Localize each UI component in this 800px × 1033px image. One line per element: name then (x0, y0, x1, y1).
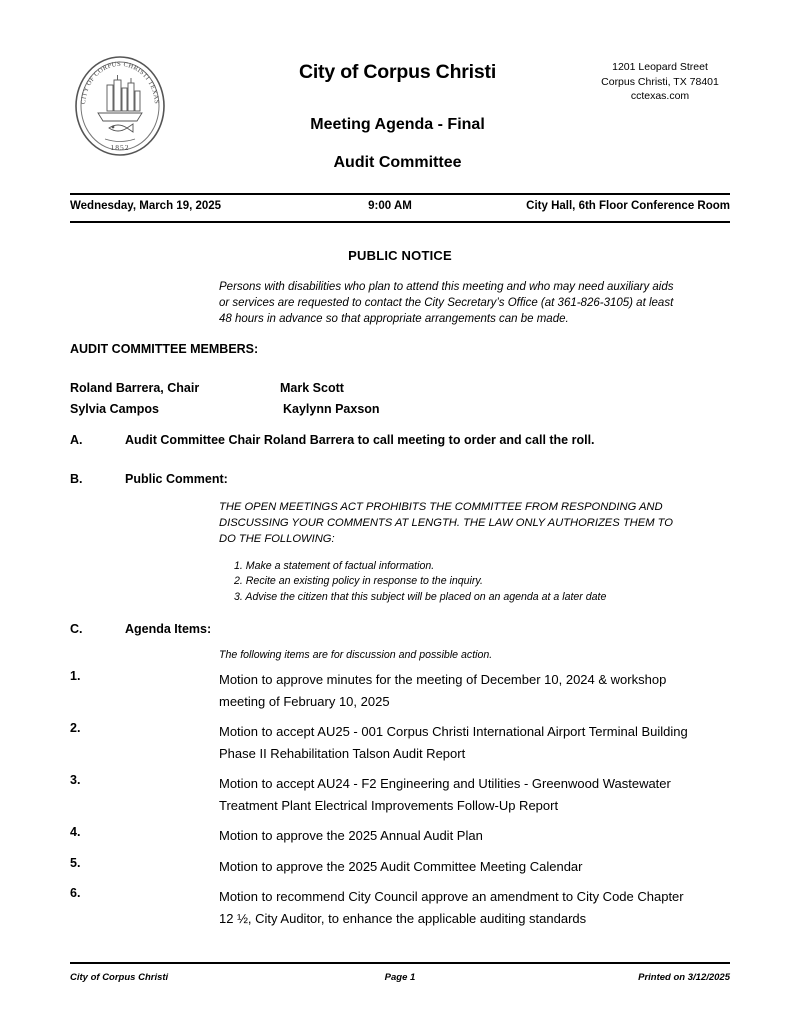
address-line-2: Corpus Christi, TX 78401 (601, 75, 719, 88)
member-name: Kaylynn Paxson (283, 402, 380, 416)
members-heading: AUDIT COMMITTEE MEMBERS: (70, 342, 259, 356)
agenda-item[interactable] (70, 669, 730, 712)
agenda-item-text: Motion to accept AU25 - 001 Corpus Christi International Airport Terminal Building Phase II Rehabilitation Talson Audit Report (219, 724, 688, 761)
agenda-item[interactable] (70, 886, 730, 929)
member-row (70, 378, 570, 399)
member-name: Roland Barrera, Chair (70, 381, 200, 395)
agenda-item-text: Motion to approve the 2025 Annual Audit Plan (219, 828, 483, 843)
open-meetings-act-list (234, 559, 694, 605)
section-c (70, 622, 730, 642)
meeting-date: Wednesday, March 19, 2025 (70, 200, 222, 212)
svg-text:CITY OF CORPUS CHRISTI TEXAS: CITY OF CORPUS CHRISTI TEXAS (79, 60, 160, 105)
agenda-item-number: 4. (70, 825, 81, 839)
footer-organization: City of Corpus Christi (70, 972, 169, 983)
list-item: 1. Make a statement of factual information. (234, 560, 435, 572)
list-item: 2. Recite an existing policy in response to the inquiry. (234, 575, 483, 588)
agenda-item[interactable] (70, 825, 730, 847)
section-letter: A. (70, 433, 83, 447)
footer-divider (70, 962, 730, 964)
address-block (560, 60, 760, 104)
page-title: City of Corpus Christi (298, 61, 497, 83)
meeting-location: City Hall, 6th Floor Conference Room (526, 200, 730, 212)
agenda-item-number: 1. (70, 669, 81, 683)
header-divider-bottom (70, 221, 730, 223)
agenda-item-text: Motion to recommend City Council approve an amendment to City Code Chapter 12 ½, City Auditor, to enhance the applicable auditing standards (219, 889, 684, 926)
meeting-info-row (70, 200, 730, 218)
document-type: Meeting Agenda - Final (310, 116, 485, 133)
document-footer (70, 972, 730, 988)
agenda-item-number: 3. (70, 773, 81, 787)
agenda-item-number: 6. (70, 886, 81, 900)
header-divider-top (70, 193, 730, 195)
member-name: Mark Scott (280, 381, 344, 395)
agenda-item-number: 5. (70, 855, 81, 870)
agenda-item-text: Motion to approve the 2025 Audit Committee Meeting Calendar (219, 858, 583, 874)
public-notice-body: Persons with disabilities who plan to attend this meeting and who may need auxiliary aids or services are requested to contact the City Secretary’s Office (at 361-826-3105) at least 48 hours in advance so that appropriate arrangements can be made. (219, 281, 674, 326)
open-meetings-act-text: THE OPEN MEETINGS ACT PROHIBITS THE COMMITTEE FROM RESPONDING AND DISCUSSING YOUR COMMENTS AT LENGTH. THE LAW ONLY AUTHORIZES THEM TO DO THE FOLLOWING: (219, 501, 673, 546)
public-notice-heading: PUBLIC NOTICE (348, 248, 452, 263)
title-block (250, 48, 545, 173)
member-name: Sylvia Campos (70, 402, 159, 416)
agenda-item[interactable] (70, 856, 730, 878)
agenda-items-list (70, 669, 730, 938)
section-title: Public Comment: (125, 472, 228, 486)
section-b (70, 472, 730, 492)
agenda-item-text: Motion to approve minutes for the meeting of December 10, 2024 & workshop meeting of February 10, 2025 (219, 672, 667, 709)
agenda-item[interactable] (70, 773, 730, 816)
city-seal-icon (73, 55, 167, 157)
address-line-1: 1201 Leopard Street (612, 61, 708, 73)
meeting-time: 9:00 AM (368, 200, 412, 212)
section-a (70, 433, 730, 453)
footer-printed-date: Printed on 3/12/2025 (638, 972, 730, 983)
agenda-item-number: 2. (70, 721, 81, 735)
members-list (70, 378, 570, 420)
member-row (70, 399, 570, 420)
document-header (0, 48, 800, 178)
section-title: Agenda Items: (125, 622, 212, 636)
list-item: 3. Advise the citizen that this subject will be placed on an agenda at a later date (234, 590, 607, 603)
agenda-items-note: The following items are for discussion and possible action. (219, 649, 493, 661)
footer-page-number: Page 1 (384, 972, 416, 983)
svg-text:1852: 1852 (110, 143, 130, 152)
agenda-item[interactable] (70, 721, 730, 764)
agenda-item-text: Motion to accept AU24 - F2 Engineering and Utilities - Greenwood Wastewater Treatment Plant Electrical Improvements Follow-Up Report (219, 776, 671, 813)
section-title: Audit Committee Chair Roland Barrera to call meeting to order and call the roll. (125, 433, 595, 447)
section-letter: B. (70, 472, 83, 486)
section-letter: C. (70, 622, 83, 636)
address-website: cctexas.com (630, 90, 690, 102)
committee-name: Audit Committee (333, 154, 462, 171)
